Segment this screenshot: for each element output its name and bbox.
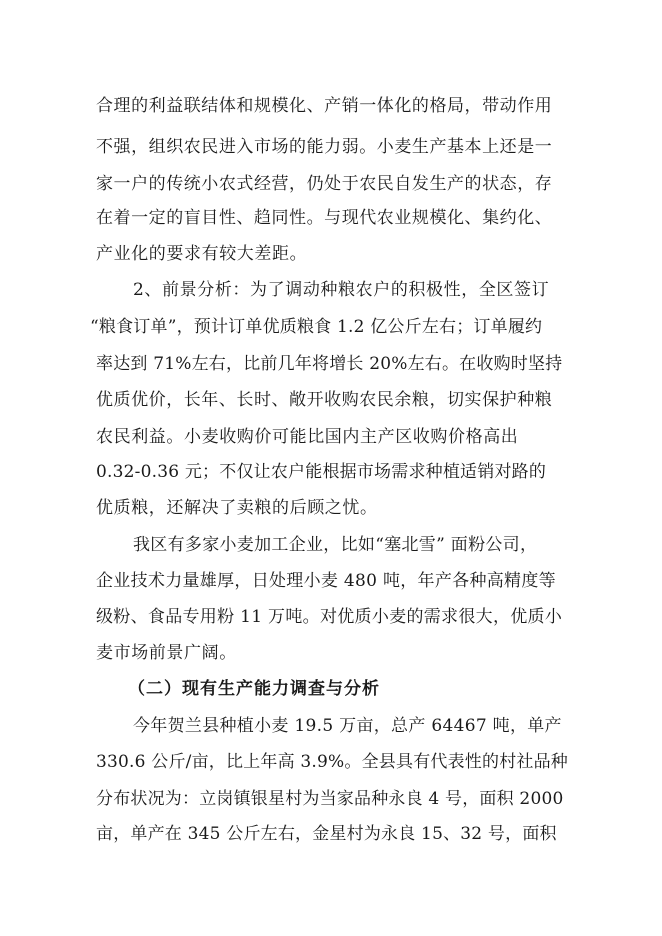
text-line: 合理的利益联结体和规模化、产销一体化的格局，带动作用 — [96, 96, 553, 116]
text-line: 今年贺兰县种植小麦 19.5 万亩，总产 64467 吨，单产 — [133, 716, 562, 736]
text-line: 330.6 公斤/亩，比上年高 3.9%。全县具有代表性的村社品种 — [96, 752, 568, 772]
text-line: 亩，单产在 345 公斤左右，金星村为永良 15、32 号，面积 — [96, 824, 557, 844]
text-line: 优质粮，还解决了卖粮的后顾之忧。 — [96, 498, 378, 518]
text-line: 在着一定的盲目性、趋同性。与现代农业规模化、集约化、 — [96, 208, 553, 228]
text-line: 率达到 71%左右，比前几年将增长 20%左右。在收购时坚持 — [96, 354, 563, 374]
text-line: “粮食订单”，预计订单优质粮食 1.2 亿公斤左右；订单履约 — [90, 317, 543, 337]
text-line: 麦市场前景广阔。 — [96, 643, 237, 663]
text-line: 产业化的要求有较大差距。 — [96, 244, 308, 264]
text-line: 我区有多家小麦加工企业，比如“塞北雪” 面粉公司， — [133, 535, 538, 555]
text-line: 0.32-0.36 元；不仅让农户能根据市场需求种植适销对路的 — [96, 462, 547, 482]
section-heading: （二）现有生产能力调查与分析 — [128, 679, 380, 699]
text-line: 分布状况为：立岗镇银星村为当家品种永良 4 号，面积 2000 — [96, 789, 564, 809]
text-line: 优质优价，长年、长时、敞开收购农民余粮，切实保护种粮 — [96, 390, 553, 410]
text-line: 2、前景分析：为了调动种粮农户的积极性，全区签订 — [133, 280, 550, 300]
text-line: 不强，组织农民进入市场的能力弱。小麦生产基本上还是一 — [96, 137, 553, 157]
text-line: 家一户的传统小农式经营，仍处于农民自发生产的状态，存 — [96, 174, 553, 194]
text-line: 级粉、食品专用粉 11 万吨。对优质小麦的需求很大，优质小 — [96, 607, 563, 627]
text-line: 农民利益。小麦收购价可能比国内主产区收购价格高出 — [96, 427, 519, 447]
text-line: 企业技术力量雄厚，日处理小麦 480 吨，年产各种高精度等 — [96, 571, 556, 591]
